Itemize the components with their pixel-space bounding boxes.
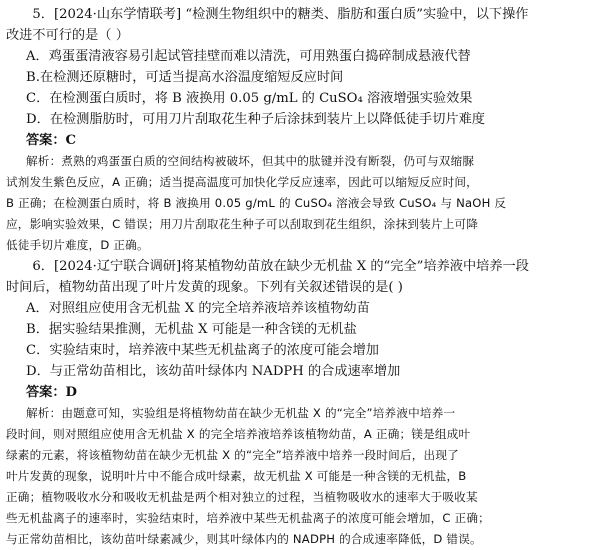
question-6-option-b: B．据实验结果推测，无机盐 X 可能是一种含镁的无机盐: [26, 322, 357, 337]
question-6-explanation-line-4: 叶片发黄的现象，说明叶片中不能合成叶绿素，故无机盐 X 可能是一种含镁的无机盐，B: [6, 469, 467, 483]
question-6-explanation-line-5: 正确；植物吸收水分和吸收无机盐是两个相对独立的过程，当植物吸收水的速率大于吸收某: [6, 490, 478, 504]
question-6-explanation-line-2: 段时间，则对照组应使用含无机盐 X 的完全培养液培养该植物幼苗，A 正确；镁是组成叶: [6, 427, 471, 441]
question-5-explanation-line-3: B 正确；在检测蛋白质时，将 B 液换用 0.05 g/mL 的 CuSO₄ 溶液会导致 CuSO₄ 与 NaOH 反: [6, 196, 507, 210]
question-6-stem-line-2: 时间后，植物幼苗出现了叶片发黄的现象。下列有关叙述错误的是( ): [6, 280, 403, 295]
question-6-explanation-line-3: 绿素的元素，将该植物幼苗在缺少无机盐 X 的“完全”培养液中培养一段时间后，出现了: [6, 448, 459, 462]
question-6-explanation-line-1: 解析：由题意可知，实验组是将植物幼苗在缺少无机盐 X 的“完全”培养液中培养一: [26, 406, 456, 420]
question-5-stem-line-2: 改进不可行的是（ ）: [6, 28, 129, 43]
question-6-option-c: C．实验结束时，培养液中某些无机盐离子的浓度可能会增加: [26, 343, 379, 358]
question-6: [6, 256, 589, 550]
question-6-explanation-line-7: 与正常幼苗相比，该幼苗叶绿素减少，则其叶绿体内的 NADPH 的合成速率降低，D 错误。: [6, 532, 482, 546]
question-5-option-a: A．鸡蛋蛋清液容易引起试管挂壁而难以清洗，可用熟蛋白捣碎制成悬液代替: [26, 49, 471, 64]
question-6-option-d: D．与正常幼苗相比，该幼苗叶绿体内 NADPH 的合成速率增加: [26, 364, 401, 379]
question-5-stem-line-1: 5．[2024·山东学情联考] “检测生物组织中的糖类、脂肪和蛋白质”实验中，以下操作: [32, 7, 529, 22]
question-6-answer: 答案：D: [26, 385, 77, 400]
question-5-explanation-line-1: 解析：煮熟的鸡蛋蛋白质的空间结构被破坏，但其中的肽键并没有断裂，仍可与双缩脲: [26, 154, 475, 168]
question-5-answer: 答案：C: [26, 133, 77, 148]
question-5: [6, 4, 589, 256]
question-5-explanation-line-4: 应，影响实验效果，C 错误；用刀片刮取花生种子可以刮取到花生组织，涂抹到装片上可降: [6, 217, 479, 231]
question-6-stem-line-1: 6．[2024·辽宁联合调研]将某植物幼苗放在缺少无机盐 X 的“完全”培养液中培养一段: [32, 259, 529, 274]
question-6-explanation-line-6: 些无机盐离子的速率时，实验结束时，培养液中某些无机盐离子的浓度可能会增加，C 正确；: [6, 511, 490, 525]
question-5-option-d: D．在检测脂肪时，可用刀片刮取花生种子后涂抹到装片上以降低徒手切片难度: [26, 112, 485, 127]
question-6-option-a: A．对照组应使用含无机盐 X 的完全培养液培养该植物幼苗: [26, 301, 370, 316]
question-5-option-b: B.在检测还原糖时，可适当提高水浴温度缩短反应时间: [26, 70, 344, 85]
question-5-explanation-line-2: 试剂发生紫色反应，A 正确；适当提高温度可加快化学反应速率，因此可以缩短反应时间，: [6, 175, 478, 189]
question-5-explanation-line-5: 低徒手切片难度，D 正确。: [6, 238, 149, 252]
question-5-option-c: C．在检测蛋白质时，将 B 液换用 0.05 g/mL 的 CuSO₄ 溶液增强实验效果: [26, 91, 473, 106]
